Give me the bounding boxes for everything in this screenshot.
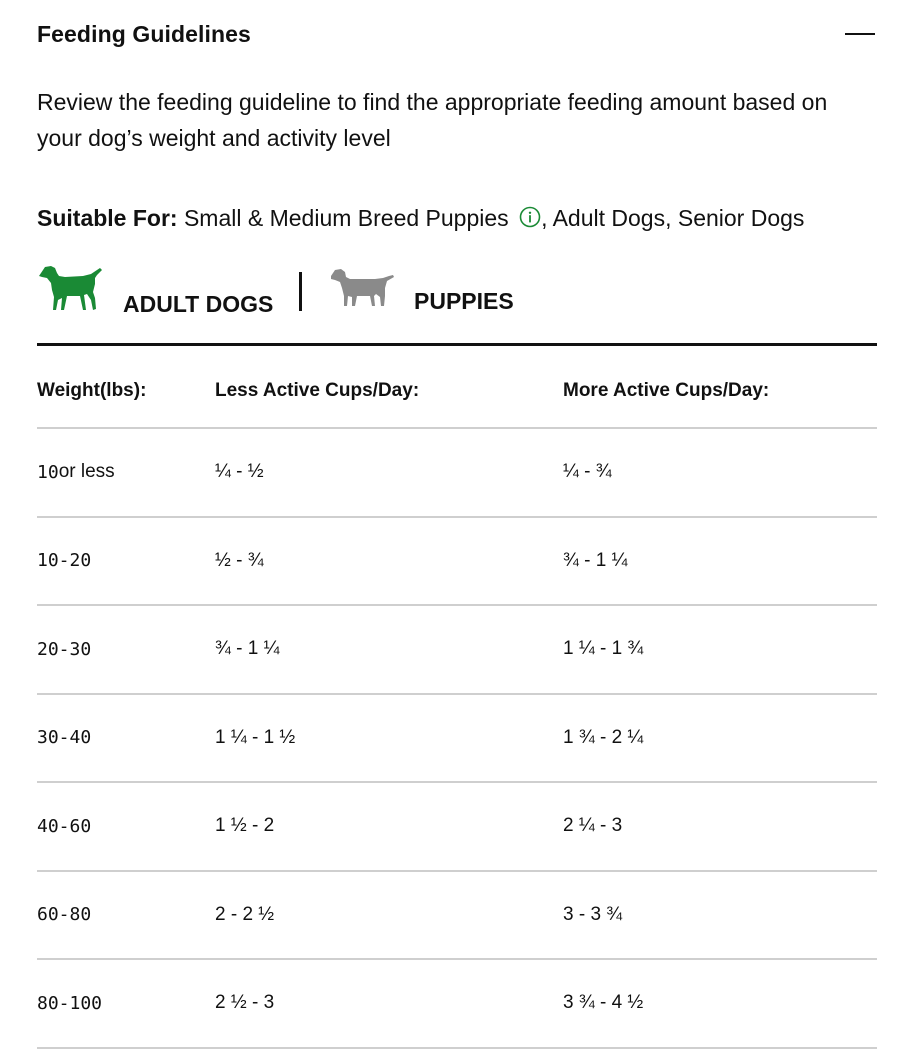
dog-type-tabs bbox=[37, 262, 877, 322]
weight-value: 40-60 bbox=[37, 815, 92, 837]
less-active-cell: ¼ - ½ bbox=[215, 461, 264, 483]
table-row bbox=[37, 695, 877, 784]
column-header-weight: Weight(lbs): bbox=[37, 379, 147, 401]
column-header-more-active: More Active Cups/Day: bbox=[563, 379, 770, 401]
weight-cell bbox=[37, 695, 91, 782]
table-row bbox=[37, 960, 877, 1049]
weight-cell bbox=[37, 518, 91, 605]
weight-suffix: or less bbox=[58, 461, 115, 483]
more-active-cell: 1 ¾ - 2 ¼ bbox=[563, 726, 644, 748]
table-row bbox=[37, 606, 877, 695]
weight-value: 30-40 bbox=[37, 727, 92, 749]
feeding-description: Review the feeding guideline to find the appropriate feeding amount based on your dog’s weight and activity level bbox=[37, 89, 828, 151]
suitable-for-line bbox=[37, 200, 877, 236]
tab-adult-dogs[interactable] bbox=[37, 262, 287, 322]
table-row bbox=[37, 872, 877, 961]
puppy-icon bbox=[329, 266, 397, 312]
less-active-cell: 1 ¼ - 1 ½ bbox=[215, 726, 296, 748]
tab-puppies-label: PUPPIES bbox=[414, 288, 514, 314]
more-active-cell: 3 - 3 ¾ bbox=[563, 903, 623, 925]
weight-cell bbox=[37, 606, 91, 693]
weight-cell bbox=[37, 872, 91, 959]
more-active-cell: 3 ¾ - 4 ½ bbox=[563, 992, 644, 1014]
tab-divider bbox=[299, 272, 302, 311]
weight-cell bbox=[37, 960, 102, 1047]
tab-adult-label: ADULT DOGS bbox=[123, 291, 274, 317]
weight-cell bbox=[37, 783, 91, 870]
info-icon[interactable] bbox=[519, 202, 541, 224]
table-row bbox=[37, 518, 877, 607]
weight-value: 10-20 bbox=[37, 550, 92, 572]
accordion-header[interactable] bbox=[37, 18, 877, 52]
table-header-row bbox=[37, 346, 877, 429]
less-active-cell: 2 - 2 ½ bbox=[215, 903, 275, 925]
less-active-cell: ½ - ¾ bbox=[215, 549, 264, 571]
more-active-cell: 1 ¼ - 1 ¾ bbox=[563, 638, 644, 660]
weight-value: 10 bbox=[37, 461, 59, 483]
suitable-for-label: Suitable For: bbox=[37, 205, 178, 231]
less-active-cell: ¾ - 1 ¼ bbox=[215, 638, 280, 660]
table-row bbox=[37, 429, 877, 518]
column-header-less-active: Less Active Cups/Day: bbox=[215, 379, 420, 401]
table-row bbox=[37, 783, 877, 872]
tab-puppies[interactable] bbox=[329, 262, 549, 322]
more-active-cell: ¾ - 1 ¼ bbox=[563, 549, 628, 571]
section-title: Feeding Guidelines bbox=[37, 21, 251, 47]
weight-value: 80-100 bbox=[37, 992, 103, 1014]
suitable-rest: , Adult Dogs, Senior Dogs bbox=[541, 205, 805, 231]
weight-cell bbox=[37, 429, 115, 516]
weight-value: 20-30 bbox=[37, 638, 92, 660]
adult-dog-icon bbox=[37, 264, 105, 314]
less-active-cell: 1 ½ - 2 bbox=[215, 815, 275, 837]
more-active-cell: ¼ - ¾ bbox=[563, 461, 612, 483]
weight-value: 60-80 bbox=[37, 904, 92, 926]
minus-icon[interactable] bbox=[845, 24, 877, 44]
suitable-first-item: Small & Medium Breed Puppies bbox=[183, 205, 509, 231]
less-active-cell: 2 ½ - 3 bbox=[215, 992, 275, 1014]
more-active-cell: 2 ¼ - 3 bbox=[563, 815, 623, 837]
feeding-table bbox=[37, 346, 877, 1049]
